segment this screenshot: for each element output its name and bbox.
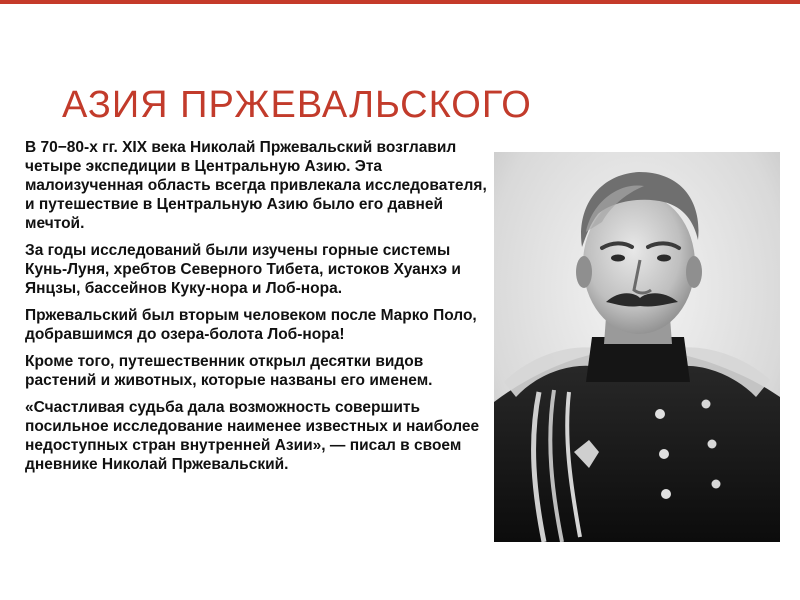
top-accent-rule: [0, 0, 800, 4]
portrait-photo: [494, 152, 780, 542]
paragraph-4: Кроме того, путешественник открыл десятки видов растений и животных, которые названы его именем.: [25, 353, 433, 389]
paragraph-3: Пржевальский был вторым человеком после Марко Поло, добравшимся до озера-болота Лоб-нора!: [25, 307, 477, 343]
paragraph-1: В 70−80-х гг. XIX века Николай Пржевальский возглавил четыре экспедиции в Центральную Азию. Эта малоизученная область всегда привлекала исследователя, и путешествие в Центральную Азию было его давней мечтой.: [25, 139, 487, 232]
paragraph-2: За годы исследований были изучены горные системы Кунь-Луня, хребтов Северного Тибета, истоков Хуанхэ и Янцзы, бассейнов Куку-нора и Лоб-нора.: [25, 242, 461, 297]
slide-body: [25, 138, 487, 482]
paragraph-5: «Счастливая судьба дала возможность совершить посильное исследование наименее известных и наиболее недоступных стран внутренней Азии», — писал в своем дневнике Николай Пржевальский.: [25, 399, 480, 473]
slide-title: АЗИЯ ПРЖЕВАЛЬСКОГО: [62, 84, 532, 126]
portrait-illustration: [494, 152, 780, 542]
